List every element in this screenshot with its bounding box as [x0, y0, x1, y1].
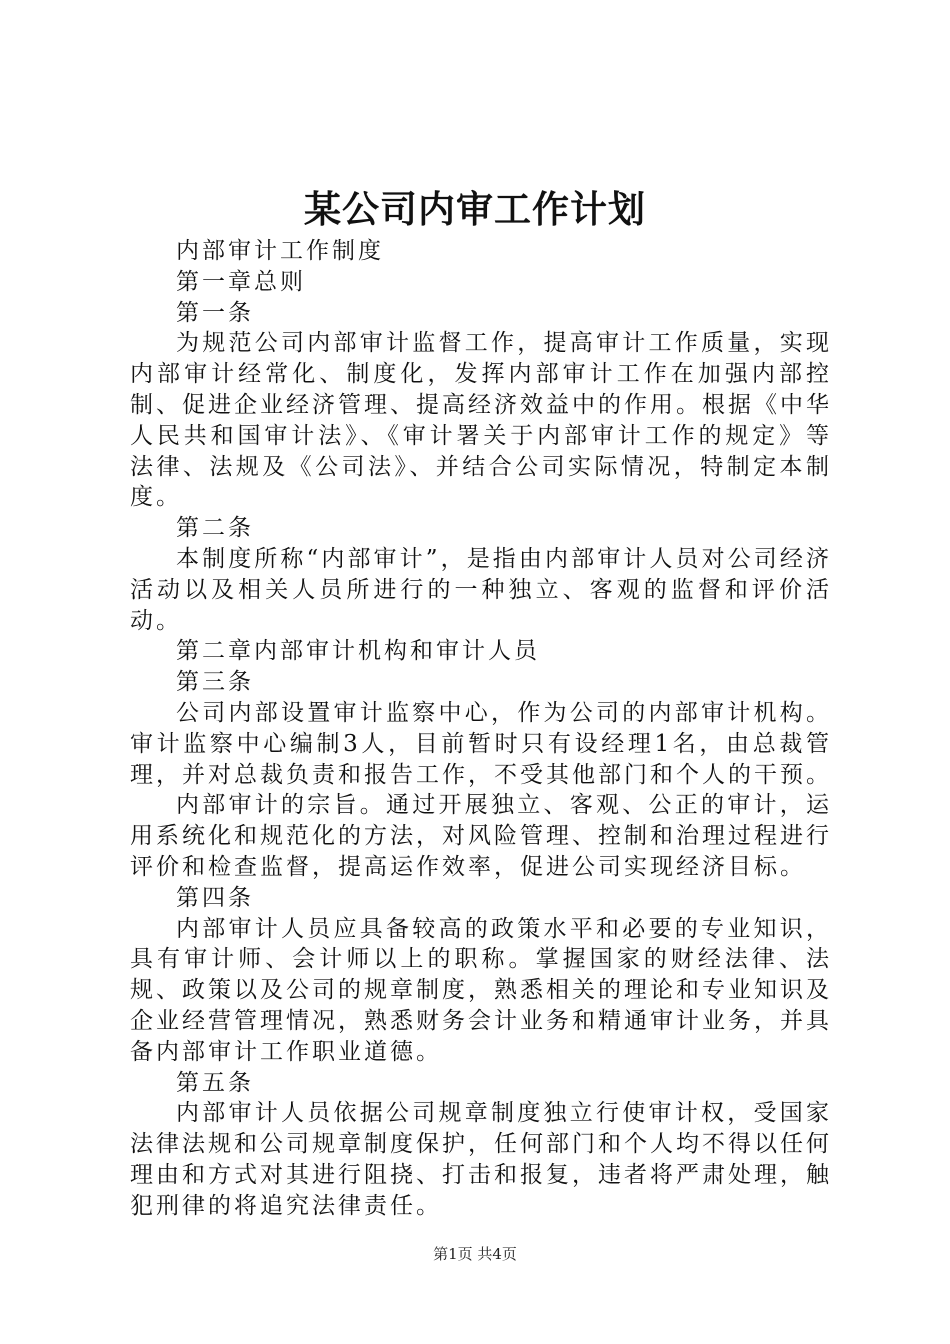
paragraph-heading: 内部审计工作制度 — [176, 238, 384, 264]
paragraph: 本制度所称“内部审计”，是指由内部审计人员对公司经济活动以及相关人员所进行的一种独立、客观的监督和评价活动。 — [130, 545, 832, 634]
document-body — [130, 236, 832, 1222]
paragraph: 内部审计的宗旨。通过开展独立、客观、公正的审计，运用系统化和规范化的方法，对风险管理、控制和治理过程进行评价和检查监督，提高运作效率，促进公司实现经济目标。 — [130, 792, 832, 880]
document-title: 某公司内审工作计划 — [304, 187, 646, 231]
article-heading: 第二条 — [176, 515, 254, 542]
chapter-heading: 第二章内部审计机构和审计人员 — [176, 638, 540, 665]
article-heading: 第三条 — [176, 669, 254, 696]
article-heading: 第一条 — [176, 299, 254, 326]
chapter-heading: 第一章总则 — [176, 268, 306, 295]
article-heading: 第五条 — [176, 1069, 254, 1096]
paragraph: 内部审计人员应具备较高的政策水平和必要的专业知识，具有审计师、会计师以上的职称。掌握国家的财经法律、法规、政策以及公司的规章制度，熟悉相关的理论和专业知识及企业经营管理情况，熟悉财务会计业务和精通审计业务，并具备内部审计工作职业道德。 — [130, 915, 832, 1065]
paragraph: 公司内部设置审计监察中心，作为公司的内部审计机构。审计监察中心编制3人，目前暂时只有设经理1名，由总裁管理，并对总裁负责和报告工作，不受其他部门和个人的干预。 — [130, 699, 832, 788]
paragraph: 内部审计人员依据公司规章制度独立行使审计权，受国家法律法规和公司规章制度保护，任何部门和个人均不得以任何理由和方式对其进行阻挠、打击和报复，违者将严肃处理，触犯刑律的将追究法律责任。 — [130, 1100, 832, 1219]
page-number-footer: 第1页 共4页 — [433, 1245, 517, 1263]
paragraph: 为规范公司内部审计监督工作，提高审计工作质量，实现内部审计经常化、制度化，发挥内部审计工作在加强内部控制、促进企业经济管理、提高经济效益中的作用。根据《中华人民共和国审计法》、《审计署关于内部审计工作的规定》等法律、法规及《公司法》、并结合公司实际情况，特制定本制度。 — [130, 330, 832, 511]
article-heading: 第四条 — [176, 884, 254, 911]
